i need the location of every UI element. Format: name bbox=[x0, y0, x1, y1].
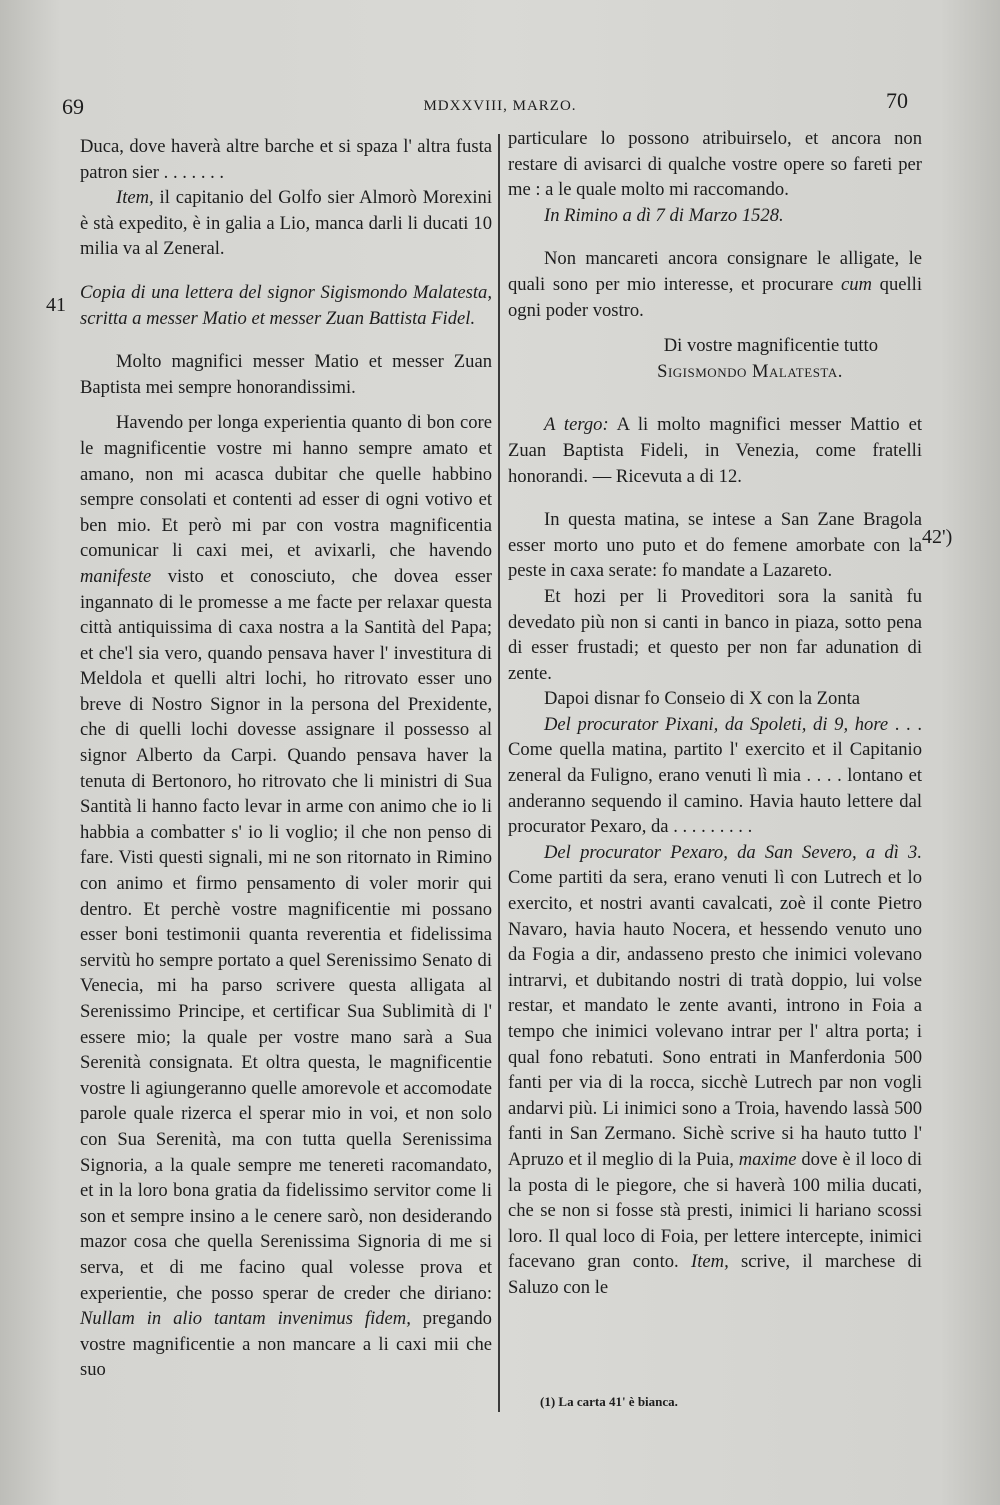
paragraph: particulare lo possono atribuirselo, et ancora non restare di avisarci di qualche vostre opere so fareti per me : a le quale molto mi raccomando. bbox=[508, 128, 922, 201]
italic-word: manifeste bbox=[80, 565, 152, 587]
dispatch-heading: Del procurator Pexaro, da San Severo, a dì 3. bbox=[544, 841, 922, 863]
paragraph-text: Come partiti da sera, erano venuti lì con Lutrech et lo exercito, et nostri avanti cavalcati, zoè il conte Pietro Navaro, havia hauto Nocera, et hessendo venuto uno da Fogia a dir, andasseno presto che inimici volevano intrarvi, et dubitando nostri di tratà doppio, lui volse restar, et mandato le zente avanti, introno in Foia a tempo che inimici volevano intrar per l' altra porta; i qual fono rebatuti. Sono entrati in Manferdonia 500 fanti per via di la rocca, sicchè Lutrech par non vogli andarvi più. Li inimici sono a Troia, havendo lassà 500 fanti in San Zermano. Sichè scrive si ha hauto tutto l' Apruzo et il meglio di la Puia, bbox=[508, 867, 922, 1170]
dispatch-heading: Del procurator Pixani, da Spoleti, di 9, hore bbox=[544, 713, 889, 735]
paragraph bbox=[508, 840, 922, 1301]
paragraph-text: dove è il loco di la posta di le piegore, che si haverà 100 milia ducati, che se non si fosse stà presti, inimici li hariano scossi loro. Il qual loco di Foia, per lettere intercepte, inimici facevano gran conto. bbox=[508, 1148, 922, 1273]
paragraph bbox=[508, 246, 922, 323]
paragraph-text: . . . Come quella matina, partito l' exercito et il Capitanio zeneral da Fuligno, erano venuti lì mia . . . . lontano et anderanno sequendo il camino. Havia hauto lettere dal procurator Pexaro, da . . . . . . . . . bbox=[508, 713, 922, 838]
paragraph: In questa matina, se intese a San Zane Bragola esser morto uno puto et do femene amorbate con la peste in caxa serate: fo mandate a Lazareto. bbox=[508, 509, 922, 582]
running-title: MDXXVIII, MARZO. bbox=[423, 98, 577, 114]
item-word: Item, bbox=[691, 1251, 729, 1273]
salutation: Molto magnifici messer Matio et messer Zuan Baptista mei sempre honorandissimi. bbox=[80, 351, 492, 398]
letter-heading: Copia di una lettera del signor Sigismondo Malatesta, scritta a messer Matio et messer Zuan Battista Fidel. bbox=[80, 281, 492, 329]
tergo-label: A tergo: bbox=[544, 414, 609, 436]
tergo-note bbox=[508, 412, 922, 489]
paragraph-text: il capitanio del Golfo sier Almorò Morexini è stà expedito, è in galia a Lio, manca darli li ducati 10 milia va al Zeneral. bbox=[80, 187, 492, 260]
paragraph bbox=[80, 185, 492, 262]
letter-body bbox=[80, 410, 492, 1383]
signature: Sigismondo Malatesta. bbox=[657, 360, 843, 382]
page-number-right: 70 bbox=[886, 88, 908, 113]
column-divider bbox=[498, 134, 500, 1412]
letter-text: Havendo per longa experientia quanto di bon core le magnificentie vostre mi hanno sempre amato et amano, non mi acasca dubitar che quelle habbino sempre consolati et contenti ad esser di ogni votivo et ben mio. Et però mi par con vostra magnificentia comunicar li caxi mei, et avixarli, che havendo bbox=[80, 412, 492, 562]
right-column bbox=[508, 126, 922, 1301]
italic-word: maxime bbox=[738, 1148, 797, 1170]
margin-folio-42: 42') bbox=[922, 526, 953, 548]
letter-text: visto et conosciuto, che dovea esser ingannato di le promesse a me facte per relaxar questa città antiquissima di caxa nostra a la Santità del Papa; et che'l sia vero, quando pensava haver l' investitura di Meldola et quelli altri lochi, ho ritrovato esser uno breve di Nostro Signor in la persona del Prexidente, che di quelli lochi dovesse assignare il possesso al signor Alberto da Carpi. Quando pensava haver la tenuta di Bertonoro, ho ritrovato che li ministri di Sua Santità li hanno facto levar in arme con animo che io li habbia a combatter s' io li voglio; il che non penso di fare. Visti questi signali, mi ne son ritornato in Rimino con animo et firmo pensamento di voler morir qui dentro. Et perchè vostre magnificentie mi possano esser boni testimonii quanta reverentia et fidelissima servitù ho sempre portato a quel Serenissimo Senato di Venecia, mi ha parso scrivere questa alligata al Serenissimo Principe, et certificar Sua Sublimità di l' essere mio; la quale per vostre mano sarà a Sua Serenità consignata. Et oltra questa, le magnificentie vostre li agiungeranno quelle amorevole et accomodate parole quale rizerca el sperar mio in voi, et non solo con Sua Serenità, ma con tutta quella Serenissima Signoria, a la quale sempre me tenereti racomandato, et in la loro bona gratia da fidelissimo servitor come li son et sempre insino a le cenere sarò, non desiderando mazor cosa che quella Serenissima Signoria di me si serva, et di me facino qual volesse prova et experientie, che posso sperar de creder che diriano: bbox=[80, 565, 492, 1304]
page-number-left: 69 bbox=[62, 94, 84, 119]
paragraph bbox=[508, 712, 922, 840]
footnote: (1) La carta 41' è bianca. bbox=[540, 1394, 678, 1409]
paragraph-text: quelli ogni poder vostro. bbox=[508, 273, 922, 321]
paragraph: Duca, dove haverà altre barche et si spaza l' altra fusta patron sier . . . . . . . bbox=[80, 136, 492, 183]
closing-line: Di vostre magnificentie tutto bbox=[663, 335, 878, 357]
latin-quote: Nullam in alio tantam invenimus fidem, bbox=[80, 1308, 411, 1330]
italic-word: cum bbox=[841, 273, 872, 295]
dateline: In Rimino a dì 7 di Marzo 1528. bbox=[544, 204, 784, 226]
left-column bbox=[80, 134, 492, 1383]
paragraph: Dapoi disnar fo Conseio di X con la Zonta bbox=[544, 688, 861, 710]
margin-folio-41: 41 bbox=[46, 294, 66, 316]
paragraph-text: Non mancareti ancora consignare le alligate, le quali sono per mio interesse, et procurare bbox=[508, 248, 922, 295]
tergo-text: A li molto magnifici messer Mattio et Zuan Baptista Fideli, in Venezia, come fratelli honorandi. — Ricevuta a di 12. bbox=[508, 414, 922, 487]
running-header bbox=[0, 86, 1000, 126]
item-word: Item, bbox=[116, 187, 154, 209]
letter-text: pregando vostre magnificentie a non mancare a li caxi mii che suo bbox=[80, 1308, 492, 1381]
paragraph: Et hozi per li Proveditori sora la sanità fu devedato più non si canti in banco in piaza, sotto pena di esser frustadi; et questo per non far adunation di zente. bbox=[508, 585, 922, 684]
paragraph-text: scrive, il marchese di Saluzo con le bbox=[508, 1251, 922, 1298]
